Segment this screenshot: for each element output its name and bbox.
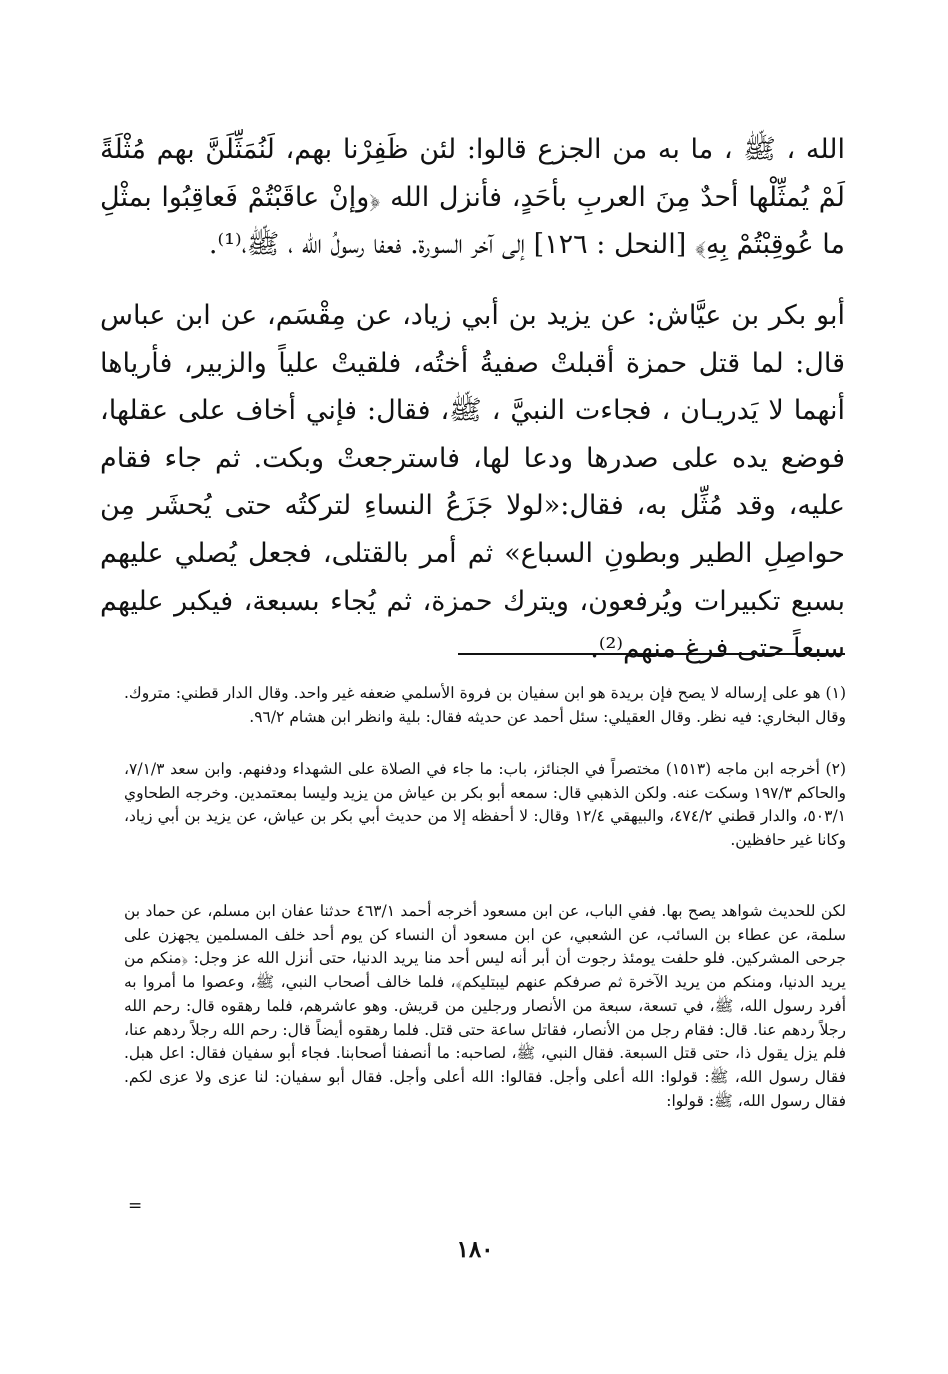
footnote-2-continued xyxy=(124,900,846,1113)
footnote-separator xyxy=(458,653,845,655)
footnote-1 xyxy=(124,682,846,729)
footnote-2 xyxy=(124,758,846,853)
paragraph-text: الله ، ﷺ ، ما به من الجزع قالوا: لئن ظَفِرْنا بهم، لَنُمَثِّلَنَّ بهم مُثْلَةً لَمْ يُمثِّلْها أحدٌ مِنَ العربِ بأحَدٍ، فأنزل الله ﴿وإنْ عاقَبْتُمْ فَعاقِبُوا بمثْلِ ما عُوقِبْتُمْ بِهِ﴾ [النحل : ١٢٦] إلى آخر السورة. فعفا رسولُ الله ، ﷺ،⁽¹⁾. xyxy=(100,134,845,261)
page-number: ١٨٠ xyxy=(456,1236,494,1263)
footnote-text: لكن للحديث شواهد يصح بها. ففي الباب، عن ابن مسعود أخرجه أحمد ٤٦٣/١ حدثنا عفان ابن مسلم، عن حماد بن سلمة، عن عطاء بن السائب، عن الشعبي، عن ابن مسعود أن النساء كن يوم أحد خلف المسلمين يجهزن على جرحى المشركين. فلو حلفت يومئذ رجوت أن أبر أنه ليس أحد منا يريد الدنيا، حتى أنزل الله عز وجل: ﴿منكم من يريد الدنيا، ومنكم من يريد الآخرة ثم صرفكم عنهم ليبتليكم﴾، فلما خالف أصحاب النبي، ﷺ، وعصوا ما أمروا به أفرد رسول الله، ﷺ، في تسعة، سبعة من الأنصار ورجلين من قريش. وهو عاشرهم، فلما رهقوه قال: رحم الله رجلاً ردهم عنا. قال: فقام رجل من الأنصار، فقاتل ساعة حتى قتل. فلما رهقوه أيضاً قال: رحم الله رجلاً ردهم عنا، فلم يزل يقول ذا، حتى قتل السبعة. فقال النبي، ﷺ، لصاحبه: ما أنصفنا أصحابنا. فجاء أبو سفيان فقال: اعل هبل. فقال رسول الله، ﷺ: قولوا: الله أعلى وأجل. فقالوا: الله أعلى وأجل. فقال أبو سفيان: لنا عزى ولا عزى لكم. فقال رسول الله، ﷺ: قولوا: xyxy=(124,902,846,1110)
footnote-text: (٢) أخرجه ابن ماجه (١٥١٣) مختصراً في الجنائز، باب: ما جاء في الصلاة على الشهداء ودفنهم. وابن سعد ٧/١/٣، والحاكم ١٩٧/٣ وسكت عنه. ولكن الذهبي قال: سمعه أبو بكر بن عياش من يزيد وليسا بمعتمدين. وخرجه الطحاوي ٥٠٣/١، والدار قطني ٤٧٤/٢، والبيهقي ١٢/٤ وقال: لا أحفظه إلا من حديث أبي بكر بن عياش، عن يزيد بن أبي زياد، وكانا غير حافظين. xyxy=(124,760,846,850)
main-paragraph-1 xyxy=(100,126,845,269)
paragraph-text: أبو بكر بن عيَّاش: عن يزيد بن أبي زياد، عن مِقْسَم، عن ابن عباس قال: لما قتل حمزة أقبلتْ صفيةُ أختُه، فلقيتْ علياً والزبير، فأرياها أنهما لا يَدريـان ، فجاءت النبيَّ ، ﷺ، فقال: فإني أخاف على عقلها، فوضع يده على صدرها ودعا لها، فاسترجعتْ وبكت. ثم جاء فقام عليه، وقد مُثِّل به، فقال:«لولا جَزَعُ النساءِ لتركتُه حتى يُحشَر مِن حواصِلِ الطير وبطونِ السباع» ثم أمر بالقتلى، فجعل يُصلي عليهم بسبع تكبيرات ويُرفعون، ويترك حمزة، ثم يُجاء بسبعة، فيكبر عليهم سبعاً حتى فرغ منهم⁽²⁾. xyxy=(100,300,845,665)
main-paragraph-2 xyxy=(100,292,845,673)
continuation-mark: = xyxy=(128,1196,143,1216)
footnote-text: (١) هو على إرساله لا يصح فإن بريدة هو ابن سفيان بن فروة الأسلمي ضعفه غير واحد. وقال الدار قطني: متروك. وقال البخاري: فيه نظر. وقال العقيلي: سئل أحمد عن حديثه فقال: بلية وانظر ابن هشام ٩٦/٢. xyxy=(124,684,847,726)
